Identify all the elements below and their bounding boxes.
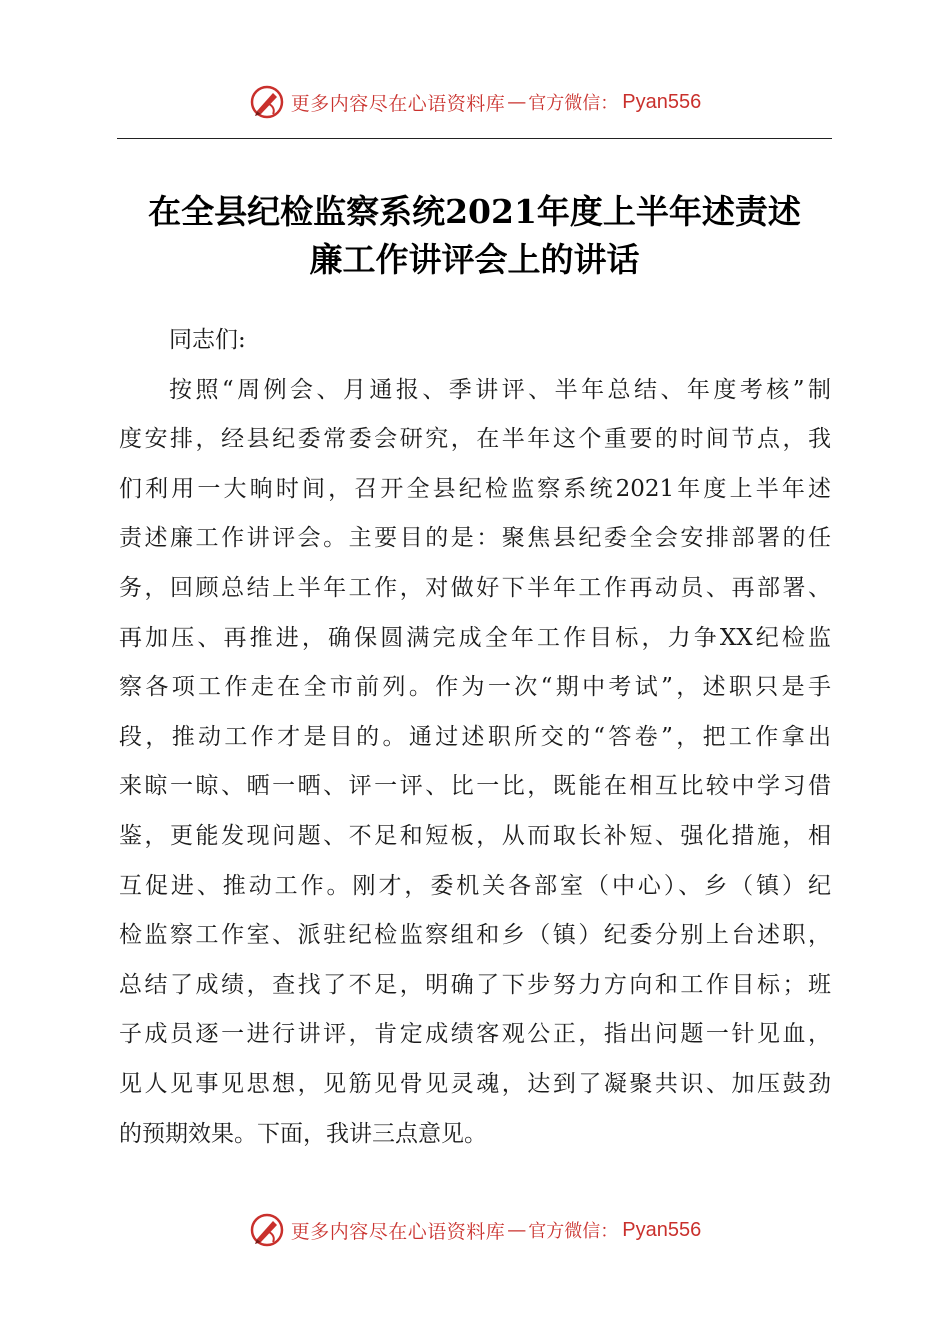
- banner-wechat-id: Pyan556: [622, 90, 702, 113]
- body-line: 来晾一晾、晒一晒、评一评、比一比，既能在相互比较中学习借: [119, 773, 831, 800]
- body-line: 的预期效果。下面，我讲三点意见。: [119, 1120, 487, 1147]
- header-banner: [0, 80, 950, 124]
- banner-separator: —: [507, 1219, 527, 1241]
- body-line: 们利用一大晌时间，召开全县纪检监察系统2021年度上半年述: [119, 475, 831, 502]
- banner-text: 更多内容尽在心语资料库: [290, 92, 506, 115]
- footer-banner: [0, 1208, 950, 1252]
- title-line-1: 在全县纪检监察系统2021年度上半年述责述: [148, 192, 801, 231]
- body-line: 责述廉工作讲评会。主要目的是：聚焦县纪委全会安排部署的任: [119, 525, 831, 552]
- header-divider: [117, 138, 832, 139]
- body-line: 务，回顾总结上半年工作，对做好下半年工作再动员、再部署、: [119, 574, 831, 601]
- body-line: 再加压、再推进，确保圆满完成全年工作目标，力争XX纪检监: [119, 624, 831, 651]
- banner-wechat-id: Pyan556: [622, 1218, 702, 1241]
- body-line: 检监察工作室、派驻纪检监察组和乡（镇）纪委分别上台述职，: [119, 922, 831, 949]
- pen-logo-icon: [249, 1212, 285, 1248]
- body-line: 按照“周例会、月通报、季讲评、半年总结、年度考核”制: [169, 376, 831, 403]
- pen-logo-icon: [249, 84, 285, 120]
- body-line: 鉴，更能发现问题、不足和短板，从而取长补短、强化措施，相: [119, 822, 831, 849]
- body-line: 总结了成绩，查找了不足，明确了下步努力方向和工作目标；班: [119, 971, 831, 998]
- document-body: [119, 316, 831, 1159]
- banner-separator: —: [507, 91, 527, 113]
- title-line-2: 廉工作讲评会上的讲话: [309, 240, 640, 279]
- body-line: 段，推动工作才是目的。通过述职所交的“答卷”，把工作拿出: [119, 723, 831, 750]
- banner-label: 官方微信：: [528, 93, 619, 114]
- body-line: 见人见事见思想，见筋见骨见灵魂，达到了凝聚共识、加压鼓劲: [119, 1070, 831, 1097]
- document-title: [117, 188, 832, 284]
- body-line: 子成员逐一进行讲评，肯定成绩客观公正，指出问题一针见血，: [119, 1021, 831, 1048]
- body-line: 度安排，经县纪委常委会研究，在半年这个重要的时间节点，我: [119, 426, 831, 453]
- banner-label: 官方微信：: [528, 1221, 619, 1242]
- body-line: 察各项工作走在全市前列。作为一次“期中考试”，述职只是手: [119, 674, 831, 701]
- body-line: 互促进、推动工作。刚才，委机关各部室（中心）、乡（镇）纪: [119, 872, 831, 899]
- banner-text: 更多内容尽在心语资料库: [290, 1220, 506, 1243]
- salutation: 同志们:: [169, 327, 246, 353]
